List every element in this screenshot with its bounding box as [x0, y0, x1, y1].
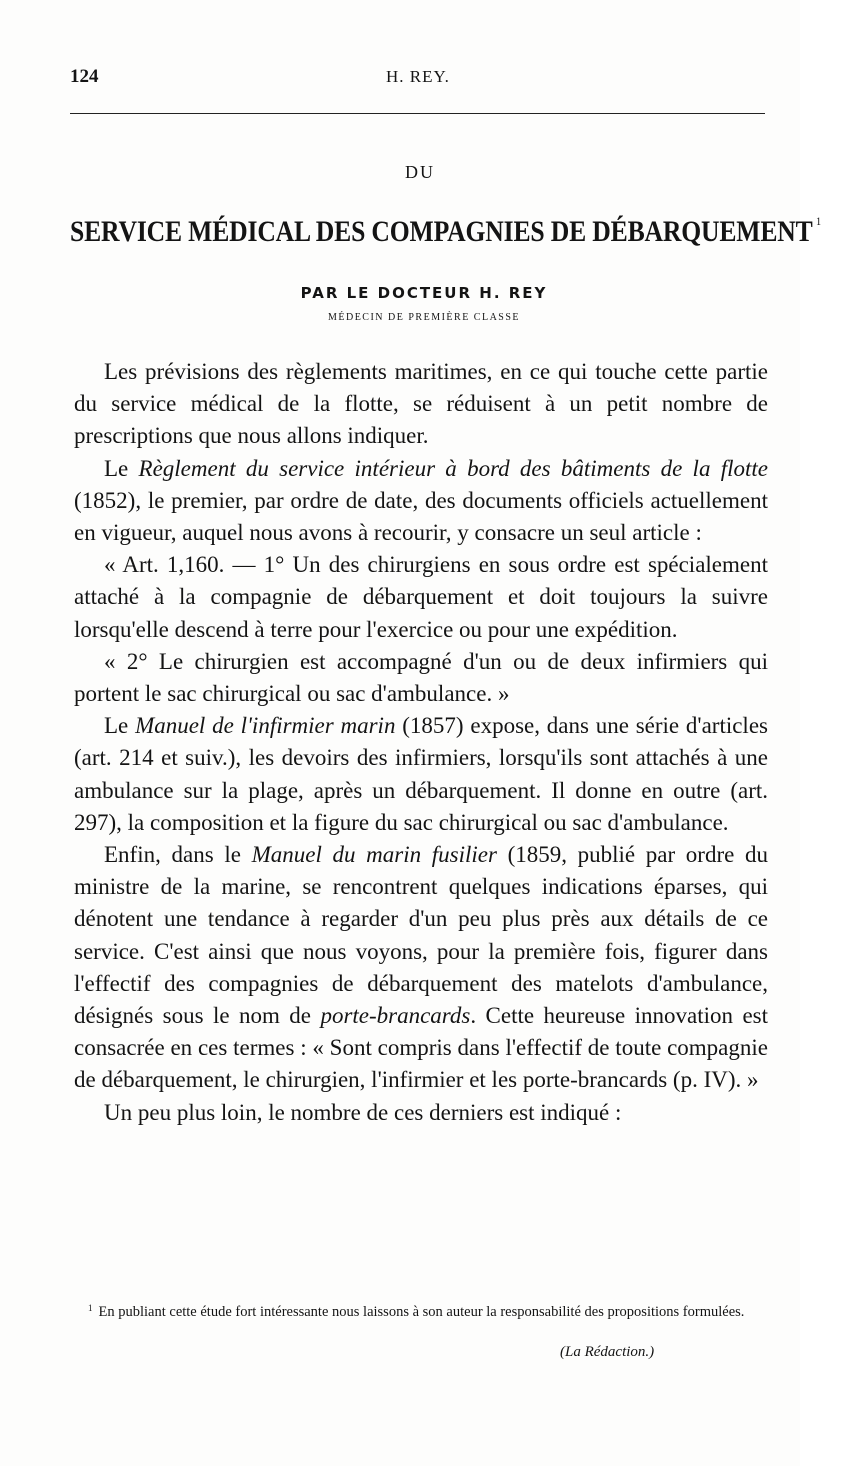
paragraph-text: (1859, publié par ordre du ministre de la marine, se rencontrent quelques indications éparses, qui dénotent une tendance à regarder d'un peu plus près aux détails de ce service. C'est ainsi que nous voyons, pour la première fois, figurer dans l'effectif des compagnies de débarquement des matelots d'ambulance, désignés sous le nom de — [74, 842, 768, 1029]
work-title: Règlement du service intérieur à bord des bâtiments de la flotte — [138, 455, 768, 481]
emphasized-term: porte-brancards — [320, 1003, 471, 1029]
paragraph-text: Le — [104, 455, 139, 481]
paragraph — [74, 356, 768, 453]
paragraph-text: Enfin, dans le — [104, 842, 252, 868]
article-title-text: SERVICE MÉDICAL DES COMPAGNIES DE DÉBARQUEMENT — [70, 215, 813, 248]
work-title: Manuel de l'infirmier marin — [135, 713, 396, 739]
footnote-marker: 1 — [88, 1303, 93, 1313]
paragraph — [74, 710, 768, 839]
author-byline: PAR LE DOCTEUR H. REY — [300, 284, 548, 302]
paragraph — [74, 839, 768, 1097]
article-title — [70, 214, 821, 249]
running-header — [70, 66, 765, 96]
author-rank: MÉDECIN DE PREMIÈRE CLASSE — [327, 312, 521, 323]
title-footnote-marker: 1 — [815, 214, 821, 228]
quoted-article: « Art. 1,160. — 1° Un des chirurgiens en sous ordre est spécialement attaché à la compagnie de débarquement et doit toujours la suivre lorsqu'elle descend à terre pour l'exercice ou pour une expédition. — [74, 552, 768, 642]
footnote-signature: (La Rédaction.) — [560, 1344, 655, 1360]
footnote-text: En publiant cette étude fort intéressante nous laissons à son auteur la responsabilité des propositions formulées. — [98, 1304, 745, 1320]
paragraph — [74, 549, 768, 646]
paragraph-text: (1852), le premier, par ordre de date, des documents officiels actuellement en vigueur, auquel nous avons à recourir, y consacre un seul article : — [74, 487, 768, 546]
header-rule — [70, 113, 765, 114]
article-body — [74, 356, 768, 1129]
paragraph — [74, 453, 768, 550]
title-prefix: DU — [405, 162, 435, 182]
running-title: H. REY. — [386, 67, 450, 86]
footnote — [74, 1298, 768, 1322]
paragraph-text: Les prévisions des règlements maritimes, en ce qui touche cette partie du service médical de la flotte, se réduisent à un petit nombre de prescriptions que nous allons indiquer. — [74, 359, 768, 449]
paragraph-text: Le — [104, 713, 136, 739]
paragraph — [74, 646, 768, 710]
quoted-article: « 2° Le chirurgien est accompagné d'un ou de deux infirmiers qui portent le sac chirurgical ou sac d'ambulance. » — [74, 648, 768, 707]
footnote-text-block — [74, 1298, 768, 1322]
page-number: 124 — [70, 66, 99, 87]
paragraph-text: (1857) expose, dans une série d'articles (art. 214 et suiv.), les devoirs des infirmiers, lorsqu'ils sont attachés à une ambulance sur la plage, après un débarquement. Il donne en outre (art. 297), la composition et la figure du sac chirurgical ou sac d'ambulance. — [74, 713, 768, 835]
paragraph-text: . Cette heureuse innovation est consacrée en ces termes : « Sont compris dans l'effectif de toute compagnie de débarquement, le chirurgien, l'infirmier et les porte-brancards (p. IV). » — [74, 1003, 769, 1093]
paragraph-text: Un peu plus loin, le nombre de ces derniers est indiqué : — [104, 1099, 622, 1125]
paragraph — [74, 1097, 768, 1129]
work-title: Manuel du marin fusilier — [251, 842, 497, 868]
